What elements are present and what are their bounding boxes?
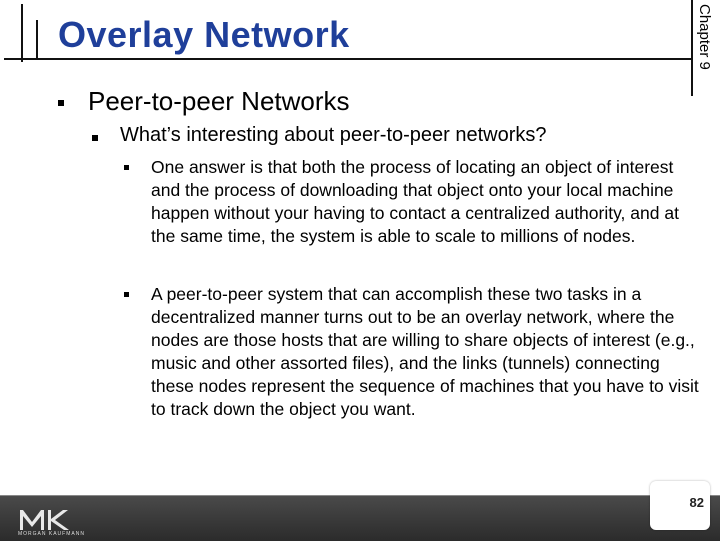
- bullet-square-icon: [92, 135, 98, 141]
- page-number: 82: [689, 495, 704, 510]
- sub-bullet-2: A peer-to-peer system that can accomplish these two tasks in a decentralized manner turns out to be an overlay network, where the nodes are those hosts that are willing to share objects of interest (e.g., music and other assorted files), and the links (tunnels) connecting these nodes represent the sequence of machines that you have to visit to track down the object you want.: [151, 284, 699, 419]
- bullet-square-icon: [124, 165, 129, 170]
- chapter-tab-label: Chapter 9: [696, 4, 713, 70]
- chapter-tab: [694, 2, 718, 94]
- bullet-level2-text: What’s interesting about peer-to-peer networks?: [120, 124, 547, 146]
- chapter-tab-divider: [691, 0, 693, 96]
- title-underline: [4, 58, 692, 60]
- bullet-level1-text: Peer-to-peer Networks: [88, 86, 350, 116]
- title-decor-vertical-line-2: [36, 20, 38, 60]
- bullet-square-icon: [124, 292, 129, 297]
- page-number-box: [650, 481, 710, 530]
- publisher-logo-subtext: MORGAN KAUFMANN: [18, 531, 85, 537]
- slide-title: Overlay Network: [58, 14, 350, 55]
- sub-bullet-1: One answer is that both the process of locating an object of interest and the process of downloading that object onto your local machine happen without your having to contact a centralized authority, and at the same time, the system is able to scale to millions of nodes.: [151, 157, 679, 246]
- title-decor-vertical-line-1: [21, 4, 23, 62]
- bullet-square-icon: [58, 100, 64, 106]
- footer-bar: [0, 495, 720, 541]
